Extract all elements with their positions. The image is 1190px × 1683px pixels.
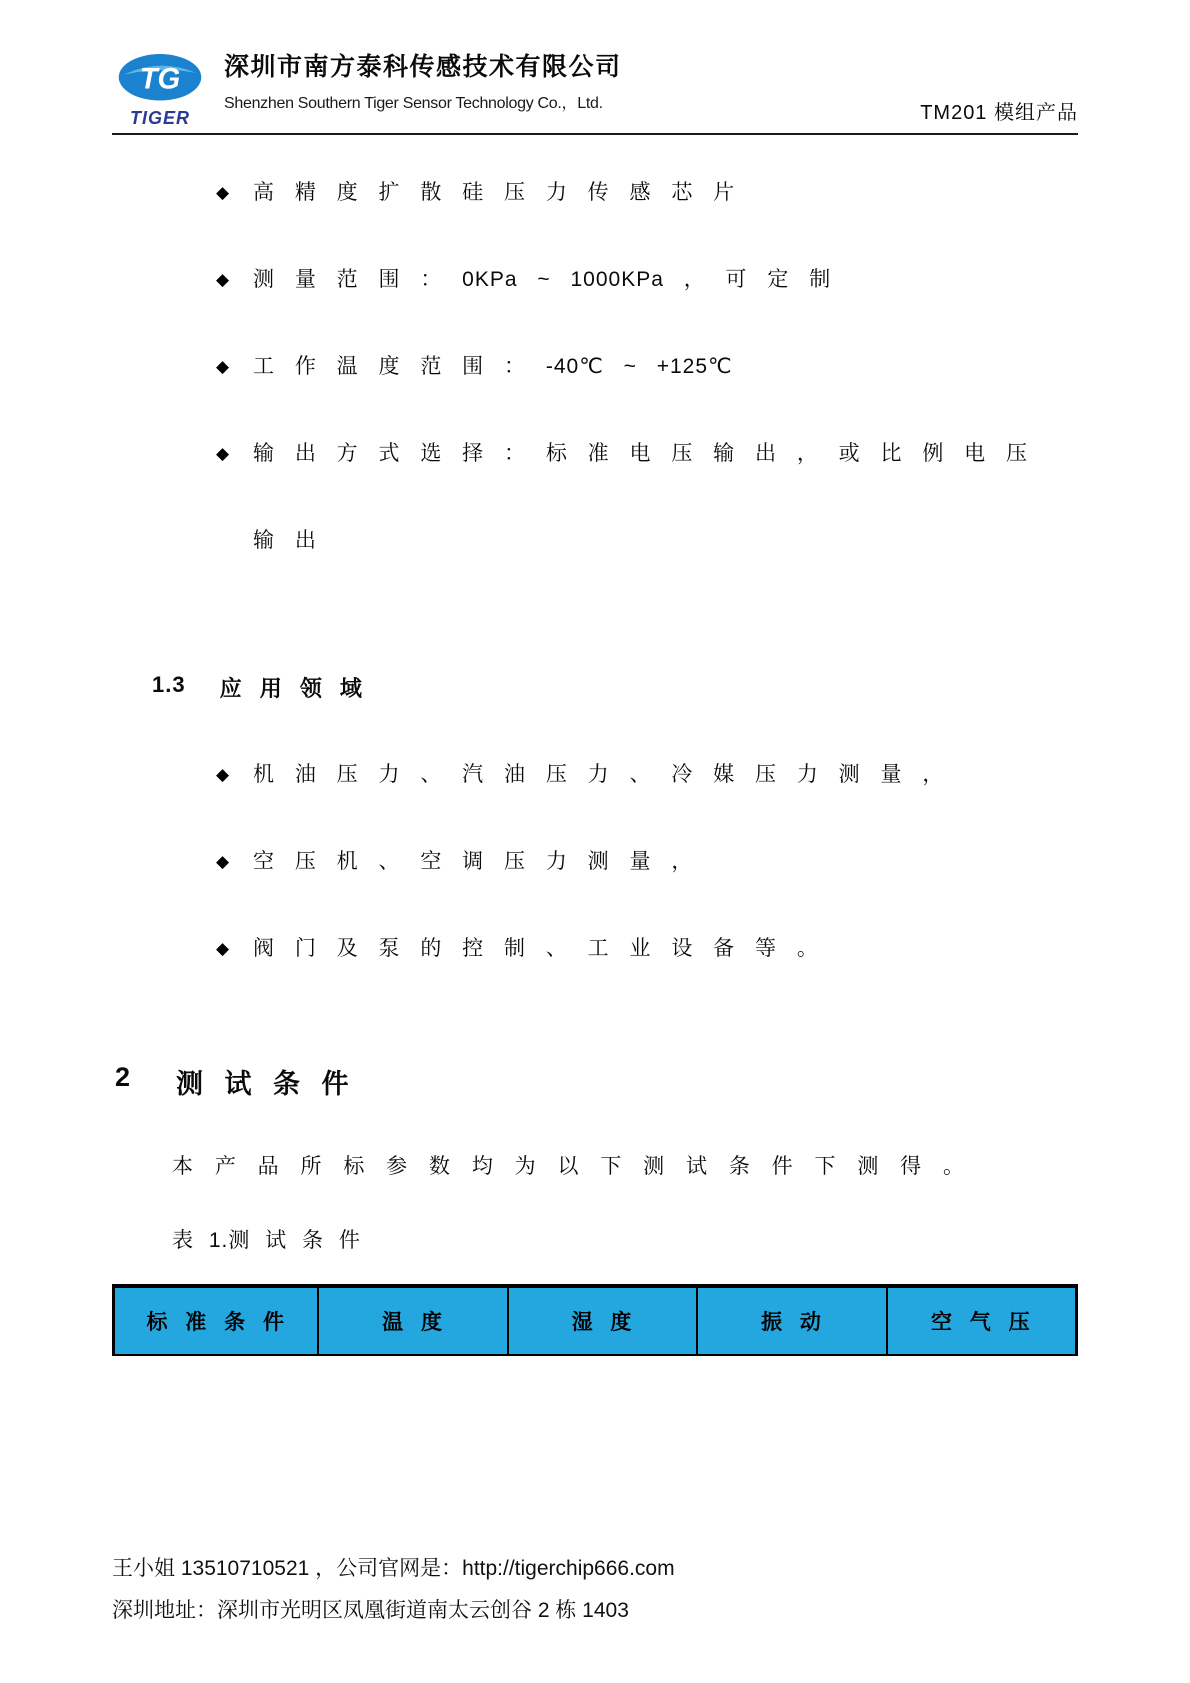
table-header-temperature: 温 度 <box>317 1288 506 1354</box>
table-header-standard-condition: 标 准 条 件 <box>115 1288 317 1354</box>
diamond-bullet-icon: ◆ <box>216 444 230 463</box>
feature-item <box>112 263 1078 297</box>
diamond-bullet-icon: ◆ <box>216 357 230 376</box>
feature-list <box>112 176 1078 558</box>
diamond-bullet-icon: ◆ <box>216 852 230 871</box>
test-conditions-paragraph: 本 产 品 所 标 参 数 均 为 以 下 测 试 条 件 下 测 得 。 <box>172 1155 966 1178</box>
diamond-bullet-icon: ◆ <box>216 939 230 958</box>
table-header-humidity: 湿 度 <box>507 1288 696 1354</box>
table-header-vibration: 振 动 <box>696 1288 885 1354</box>
feature-text: 测 量 范 围 ： 0KPa ~ 1000KPa ， 可 定 制 <box>253 268 832 291</box>
feature-item <box>112 176 1078 210</box>
svg-text:TG: TG <box>139 63 181 96</box>
application-text: 机 油 压 力 、 汽 油 压 力 、 冷 媒 压 力 测 量 ， <box>253 763 945 786</box>
company-names <box>224 52 920 113</box>
feature-text: 工 作 温 度 范 围 ： -40℃ ~ +125℃ <box>253 355 733 378</box>
footer-address-line: 深圳地址：深圳市光明区凤凰街道南太云创谷 2 栋 1403 <box>112 1599 629 1622</box>
header-divider <box>112 133 1078 135</box>
company-logo <box>112 52 208 129</box>
section-heading-test-conditions <box>115 1062 351 1101</box>
application-item <box>112 758 1078 792</box>
footer-contact-line: 王小姐 13510710521 ，公司官网是：http://tigerchip666.com <box>112 1557 675 1580</box>
diamond-bullet-icon: ◆ <box>216 270 230 289</box>
product-title: TM201 模组产品 <box>920 102 1078 124</box>
table-header-air-pressure: 空 气 压 <box>886 1288 1075 1354</box>
diamond-bullet-icon: ◆ <box>216 183 230 202</box>
feature-item <box>112 437 1078 471</box>
section-heading-applications <box>152 672 363 703</box>
section-title: 应 用 领 域 <box>219 676 363 701</box>
feature-text-wrap: 输 出 <box>253 529 317 552</box>
test-conditions-table <box>112 1284 1078 1356</box>
company-name-cn: 深圳市南方泰科传感技术有限公司 <box>224 53 622 81</box>
application-item <box>112 932 1078 966</box>
application-item <box>112 845 1078 879</box>
table-caption: 表 1.测 试 条 件 <box>172 1229 361 1252</box>
logo-brand-text: TIGER <box>129 108 190 128</box>
application-text: 空 压 机 、 空 调 压 力 测 量 ， <box>253 850 694 873</box>
page-header <box>112 52 1078 129</box>
application-text: 阀 门 及 泵 的 控 制 、 工 业 设 备 等 。 <box>253 937 819 960</box>
section-number: 1.3 <box>152 672 186 697</box>
section-title: 测 试 条 件 <box>176 1069 351 1099</box>
diamond-bullet-icon: ◆ <box>216 765 230 784</box>
feature-item <box>112 350 1078 384</box>
application-list <box>112 758 1078 1019</box>
page-footer <box>112 1548 1090 1632</box>
tiger-logo-icon <box>117 52 203 106</box>
company-name-en: Shenzhen Southern Tiger Sensor Technology Co.，Ltd. <box>224 95 603 112</box>
section-number: 2 <box>115 1062 131 1092</box>
feature-text: 输 出 方 式 选 择 ： 标 准 电 压 输 出 ， 或 比 例 电 压 <box>253 442 1029 465</box>
feature-text: 高 精 度 扩 散 硅 压 力 传 感 芯 片 <box>253 181 736 204</box>
